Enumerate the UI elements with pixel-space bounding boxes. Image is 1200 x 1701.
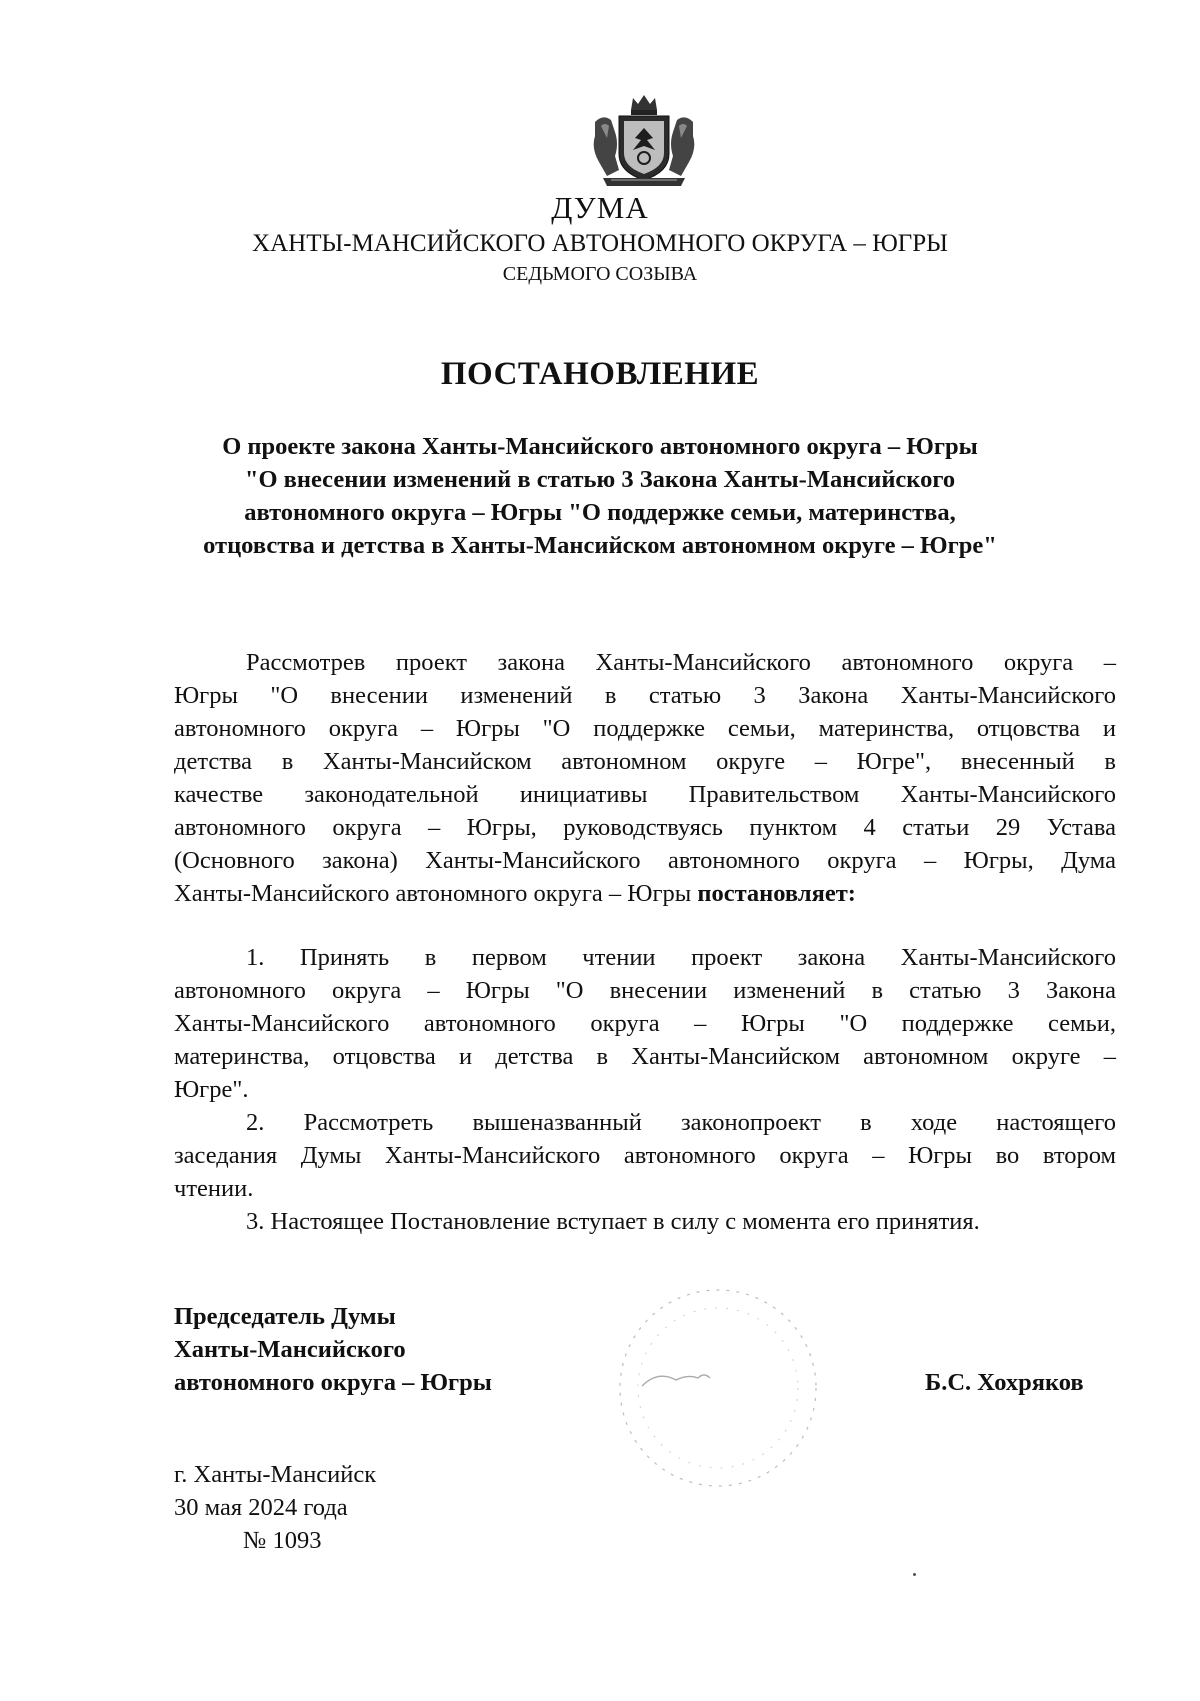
resolves-keyword: постановляет: xyxy=(697,880,856,907)
organization-title: ДУМА xyxy=(551,190,649,225)
preamble-line: Рассмотрев проект закона Ханты-Мансийского автономного округа – xyxy=(246,649,1116,676)
scan-speck xyxy=(913,1573,916,1576)
item-2-line: заседания Думы Ханты-Мансийского автономного округа – Югры во втором xyxy=(174,1142,1116,1169)
signer-title-line: автономного округа – Югры xyxy=(174,1369,492,1396)
subject-line: автономного округа – Югры "О поддержке семьи, материнства, xyxy=(244,499,956,526)
date: 30 мая 2024 года xyxy=(174,1494,348,1521)
item-1-line: Ханты-Мансийского автономного округа – Югры "О поддержке семьи, xyxy=(174,1010,1116,1037)
item-1-line: автономного округа – Югры "О внесении изменений в статью 3 Закона xyxy=(174,977,1116,1004)
signer-name: Б.С. Хохряков xyxy=(925,1369,1084,1396)
subject-line: "О внесении изменений в статью 3 Закона Ханты-Мансийского xyxy=(244,466,956,493)
preamble-line: качестве законодательной инициативы Правительством Ханты-Мансийского xyxy=(174,781,1116,808)
place: г. Ханты-Мансийск xyxy=(174,1461,377,1488)
preamble-line: Югры "О внесении изменений в статью 3 Закона Ханты-Мансийского xyxy=(174,682,1116,709)
item-1-line: 1. Принять в первом чтении проект закона Ханты-Мансийского xyxy=(246,944,1116,971)
document-number: № 1093 xyxy=(243,1527,322,1554)
document-type-heading: ПОСТАНОВЛЕНИЕ xyxy=(440,356,760,392)
item-2-line: 2. Рассмотреть вышеназванный законопроект в ходе настоящего xyxy=(246,1109,1116,1136)
signer-title xyxy=(174,1300,492,1399)
preamble-paragraph xyxy=(174,646,1116,910)
preamble-line: (Основного закона) Ханты-Мансийского автономного округа – Югры, Дума xyxy=(174,847,1116,874)
resolution-items xyxy=(174,941,1116,1238)
region-title: ХАНТЫ-МАНСИЙСКОГО АВТОНОМНОГО ОКРУГА – ЮГРЫ xyxy=(252,230,948,257)
coat-of-arms-icon xyxy=(589,92,699,190)
preamble-line xyxy=(174,877,1116,910)
document-subject xyxy=(150,430,1050,562)
subject-line: отцовства и детства в Ханты-Мансийском автономном округе – Югре" xyxy=(203,532,997,559)
item-2-line: чтении. xyxy=(174,1175,254,1202)
subject-line: О проекте закона Ханты-Мансийского автономного округа – Югры xyxy=(222,433,978,460)
preamble-line: детства в Ханты-Мансийском автономном округе – Югре", внесенный в xyxy=(174,748,1116,775)
preamble-last-text: Ханты-Мансийского автономного округа – Югры xyxy=(174,880,698,907)
item-1-line: Югре". xyxy=(174,1076,249,1103)
item-3-line: 3. Настоящее Постановление вступает в силу с момента его принятия. xyxy=(246,1208,980,1235)
preamble-line: автономного округа – Югры, руководствуясь пунктом 4 статьи 29 Устава xyxy=(174,814,1116,841)
signer-title-line: Ханты-Мансийского xyxy=(174,1336,406,1363)
preamble-line: автономного округа – Югры "О поддержке семьи, материнства, отцовства и xyxy=(174,715,1116,742)
place-date-block xyxy=(174,1458,376,1557)
stamp-mark xyxy=(600,1270,830,1500)
signer-title-line: Председатель Думы xyxy=(174,1303,396,1330)
convocation-title: СЕДЬМОГО СОЗЫВА xyxy=(502,263,698,285)
item-1-line: материнства, отцовства и детства в Ханты-Мансийском автономном округе – xyxy=(174,1043,1116,1070)
